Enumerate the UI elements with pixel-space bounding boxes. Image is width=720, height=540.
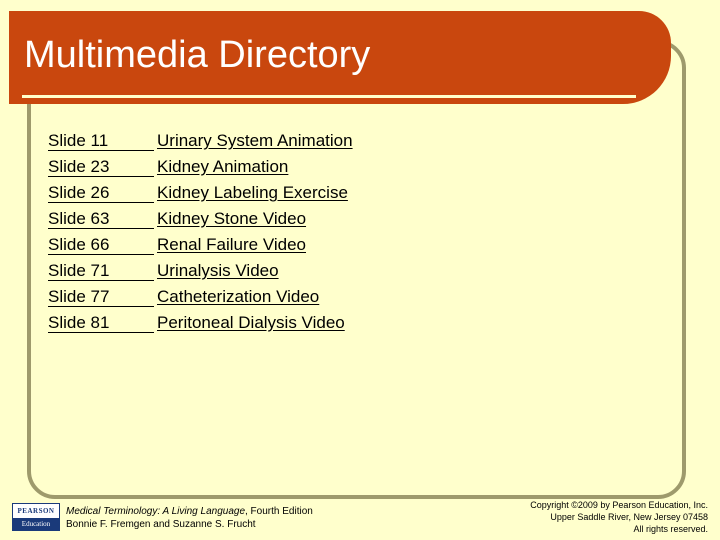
copyright-address: Upper Saddle River, New Jersey 07458 [550, 512, 708, 522]
media-link[interactable]: Urinary System Animation [157, 131, 353, 150]
copyright-rights: All rights reserved. [633, 524, 708, 534]
book-credit [66, 505, 313, 531]
slide-link[interactable]: Slide 71 [48, 258, 154, 284]
slide-link[interactable]: Slide 66 [48, 232, 154, 258]
media-link[interactable]: Catheterization Video [157, 287, 320, 306]
book-edition: , Fourth Edition [245, 506, 313, 517]
book-title-line [66, 505, 313, 518]
media-link[interactable]: Kidney Stone Video [157, 209, 307, 228]
logo-top-text: PEARSON [13, 504, 59, 518]
logo-bottom-text: Education [13, 518, 59, 530]
slide-link[interactable]: Slide 81 [48, 310, 154, 336]
slide-link[interactable]: Slide 11 [48, 128, 154, 154]
book-authors: Bonnie F. Fremgen and Suzanne S. Frucht [66, 519, 256, 530]
copyright-line: Copyright ©2009 by Pearson Education, Inc. [530, 500, 708, 510]
slide-title: Multimedia Directory [24, 34, 371, 76]
slide-link[interactable]: Slide 23 [48, 154, 154, 180]
slide-link[interactable]: Slide 63 [48, 206, 154, 232]
slide-link[interactable]: Slide 77 [48, 284, 154, 310]
media-link[interactable]: Urinalysis Video [157, 261, 279, 280]
media-link[interactable]: Kidney Animation [157, 157, 289, 176]
pearson-logo [12, 503, 60, 531]
book-title: Medical Terminology: A Living Language [66, 506, 245, 517]
copyright-notice [530, 499, 708, 535]
title-divider [22, 95, 636, 98]
media-link[interactable]: Kidney Labeling Exercise [157, 183, 348, 202]
media-link[interactable]: Renal Failure Video [157, 235, 306, 254]
media-link[interactable]: Peritoneal Dialysis Video [157, 313, 345, 332]
slide-link[interactable]: Slide 26 [48, 180, 154, 206]
